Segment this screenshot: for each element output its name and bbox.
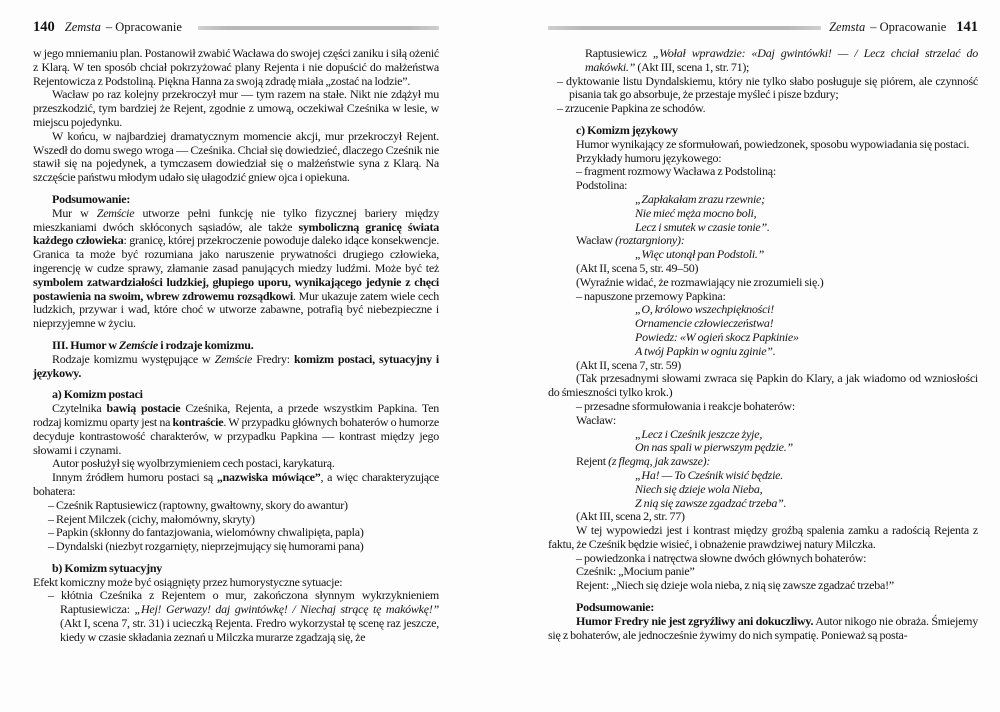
quote-line <box>635 497 978 511</box>
quote-line <box>635 331 978 345</box>
text-line <box>548 552 978 566</box>
page-number: 141 <box>956 19 978 35</box>
text-run: (Wyraźnie widać, że rozmawiający nie zrozumieli się.) <box>576 274 824 289</box>
quote-line <box>635 221 978 235</box>
text-run: w jego mniemaniu plan. Postanowił zwabić Wacława do swojej części zaniku i siłą ożenić z Klarą. W ten sposób chciał pokrzyżować plany Rejenta i nie dopuścić do małżeństwa Rejentowicza z Podstoliną. Piękna Hanna za swoją zdradę miała „zostać na lodzie”. <box>33 46 439 88</box>
text-line <box>548 290 978 304</box>
text-run: symboliczną granicę świata każdego człowieka <box>33 219 439 248</box>
text-run: Rejent: „Niech się dzieje wola nieba, z nią się zawsze zgadzać trzeba!” <box>576 578 894 593</box>
quote-line <box>635 345 978 359</box>
running-title-work: Zemsta <box>829 20 866 34</box>
text-run: Wacław <box>576 233 616 248</box>
text-run: utworze pełni funkcję nie tylko fizycznej bariery między mieszkaniami dwóch skłóconych sąsiadów, ale także <box>33 205 439 234</box>
text-run: a) Komizm postaci <box>52 387 143 402</box>
text-line <box>548 510 978 524</box>
text-run: (Akt I, scena 7, str. 31) i ucieczką Rejenta. Fredro wykorzystał tę scenę raz jeszcze, kiedy w czasie składania zeznań u Milczka murarze zgadzają się, że <box>60 616 439 644</box>
text-run: Autor nikogo nie obraża. Śmiejemy się z bohaterów, ale jednocześnie żywimy do nich sympatię. Ponieważ są posta- <box>548 613 978 642</box>
text-run: Z nią się zawsze zgadzać trzeba”. <box>635 495 787 510</box>
section-heading <box>548 124 978 138</box>
text-run: Cześnik: „Mocium panie” <box>576 564 695 579</box>
page-body-right <box>548 47 978 642</box>
text-run: (Akt II, scena 5, str. 49–50) <box>576 260 699 275</box>
text-run: Podsumowanie: <box>52 191 131 206</box>
text-run: Zemście <box>119 337 158 352</box>
text-run: Niech się dzieje wola Nieba, <box>635 481 763 496</box>
text-run: „O, królowo wszechpiękności! <box>635 302 774 317</box>
text-run: bawią postacie <box>106 401 181 416</box>
text-run: (Akt II, scena 7, str. 59) <box>576 357 681 372</box>
text-line <box>548 234 978 248</box>
text-run: Powiedz: «W ogień skocz Papkinie» <box>635 329 799 344</box>
text-run: (Tak przesadnymi słowami zwraca się Papkin do Klary, a jak wiadomo od wzniosłości do śmieszności tylko krok.) <box>548 371 978 400</box>
text-run: Podsumowanie: <box>576 600 655 615</box>
page-header-right <box>548 20 978 35</box>
text-run: Raptusiewicz <box>585 46 653 60</box>
text-run: (Akt III, scena 2, str. 77) <box>576 509 685 524</box>
text-run: – Papkin (skłonny do fantazjowania, wielomówny chwalipięta, papla) <box>48 525 364 540</box>
text-run: : granicę, której przekroczenie powoduje daleko idące konsekwencje. Granica ta może być rozumiana jako naruszenie prywatności drugiego człowieka, ingerencję w cudze sprawy, złamanie zasad panujących miedzy ludźmi. Może być też <box>33 233 439 275</box>
paragraph <box>33 471 439 499</box>
text-run: Ornamencie człowieczeństwa! <box>635 316 774 331</box>
text-line <box>548 359 978 373</box>
text-line <box>548 165 978 179</box>
text-run: (z flegmą, jak zawsze): <box>608 454 711 469</box>
text-run: – Dyndalski (niezbyt rozgarnięty, nieprzejmujący się humorami pana) <box>48 539 364 554</box>
text-run: III. Humor w <box>52 337 120 352</box>
header-rule <box>548 26 821 30</box>
list-item <box>33 513 439 527</box>
text-run: (roztargniony): <box>615 233 685 248</box>
paragraph <box>548 372 978 400</box>
page-number: 140 <box>33 19 55 35</box>
text-run: symbolem zatwardziałości ludzkiej, głupiego uporu, wynikającego jedynie z chęci postawienia na swoim, wbrew zdrowemu rozsądkowi <box>33 274 439 303</box>
running-title <box>829 20 946 35</box>
text-run: . Mur ukazuje zatem wiele cech ludzkich, przywar i wad, które choć w utworze zabawne, potrafią być niebezpieczne i nieprzyjemne w życiu. <box>33 288 439 331</box>
quote-line <box>635 469 978 483</box>
quote-line <box>635 303 978 317</box>
text-run: c) Komizm językowy <box>576 122 678 137</box>
text-line <box>548 400 978 414</box>
running-title-rest: – Opracowanie <box>105 20 182 34</box>
text-run: Lecz i smutek w czasie tonie”. <box>635 219 770 234</box>
page-right <box>548 20 978 642</box>
paragraph <box>33 353 439 381</box>
quote-line <box>635 193 978 207</box>
text-run: W tej wypowiedzi jest i kontrast między groźbą spalenia zamku a radością Rejenta z faktu, że Cześnik będzie wisieć, i obnażenie prawdziwej natury Milczka. <box>548 523 978 551</box>
text-run: On nas spali w pierwszym pędzie.” <box>635 440 793 455</box>
text-run: Rodzaje komizmu występujące w <box>52 351 215 366</box>
quote-line <box>635 428 978 442</box>
section-heading <box>33 388 439 402</box>
text-run: – kłótnia Cześnika z Rejentem o mur, zakończona słynnym wykrzyknieniem Raptusiewicza: <box>48 588 439 617</box>
paragraph <box>548 524 978 552</box>
paragraph <box>33 402 439 457</box>
text-run: – napuszone przemowy Papkina: <box>576 288 726 303</box>
text-run: Przykłady humoru językowego: <box>576 150 722 165</box>
text-line <box>548 276 978 290</box>
running-title <box>65 20 182 35</box>
text-run: „Wołał wprawdzie: «Daj gwintówki! — / Lecz chciał strzelać do makówki.” <box>585 46 978 74</box>
paragraph <box>33 130 439 185</box>
text-run: b) Komizm sytuacyjny <box>52 560 162 575</box>
section-heading <box>33 562 439 576</box>
text-run: W końcu, w najbardziej dramatycznym momencie akcji, mur przekroczył Rejent. Wszedł do domu swego wroga — Cześnika. Chciał się dowiedzieć, dlaczego Cześnik nie stawił się na pojedynek, a tymczasem dowiedział się o małżeństwie syna z Klarą. Na szczęście państwu młodym udało się ułagodzić gniew ojca i opiekuna. <box>33 128 439 185</box>
text-run: . W przypadku głównych bohaterów o humorze decyduje kontrastowość charakterów, w przypadku Papkina — kontrast między jego słowami i czynami. <box>33 414 439 457</box>
text-run: Rejent <box>576 454 609 469</box>
text-run: , a więc charakteryzujące bohatera: <box>33 470 440 498</box>
section-heading <box>548 601 978 615</box>
text-run: Zemście <box>96 205 135 220</box>
text-run: „nazwiska mówiące” <box>216 470 321 485</box>
text-run: „Lecz i Cześnik jeszcze żyje, <box>635 426 763 441</box>
list-item <box>548 102 978 116</box>
quote-line <box>635 207 978 221</box>
text-run: „Ha! — To Cześnik wisić będzie. <box>635 467 783 482</box>
list-item <box>33 589 439 644</box>
text-run: komizm postaci, sytuacyjny i językowy. <box>33 351 440 380</box>
text-run: – dyktowanie listu Dyndalskiemu, który nie tylko słabo posługuje się piórem, ale czynność pisania tak go absorbuje, że przestaje myśleć i pisze bzdury; <box>557 73 978 102</box>
text-run: Cześnika, Rejenta, a przede wszystkim Papkina. Ten rodzaj komizmu oparty jest na <box>33 401 440 429</box>
text-run: – przesadne sformułowania i reakcje bohaterów: <box>576 398 795 413</box>
text-run: Humor Fredry nie jest zgryźliwy ani dokuczliwy. <box>576 613 814 628</box>
text-run: – zrzucenie Papkina ze schodów. <box>557 101 706 116</box>
text-line <box>548 414 978 428</box>
header-rule <box>198 26 439 30</box>
page-body-left <box>33 47 439 645</box>
paragraph <box>33 576 439 590</box>
quote-line <box>635 317 978 331</box>
list-item <box>33 526 439 540</box>
section-heading <box>33 339 439 353</box>
section-heading <box>33 193 439 207</box>
text-run: Humor wynikający ze sformułowań, powiedzonek, sposobu wypowiadania się postaci. <box>576 136 970 151</box>
list-item <box>33 499 439 513</box>
text-run: – fragment rozmowy Wacława z Podstoliną: <box>576 164 776 179</box>
text-run: „Zapłakałam zrazu rzewnie; <box>635 191 765 206</box>
text-line <box>548 152 978 166</box>
running-title-rest: – Opracowanie <box>870 20 947 34</box>
text-run: Nie mieć męża mocno boli, <box>635 205 757 220</box>
text-line <box>548 262 978 276</box>
text-run: – Cześnik Raptusiewicz (raptowny, gwałtowny, skory do awantur) <box>48 497 348 512</box>
page-left <box>33 20 439 645</box>
text-run: Wacław: <box>576 412 616 427</box>
paragraph <box>548 615 978 643</box>
text-run: kontraście <box>172 414 224 429</box>
text-run: Efekt komiczny może być osiągnięty przez humorystyczne sytuacje: <box>33 574 343 589</box>
text-run: – powiedzonka i natręctwa słowne dwóch głównych bohaterów: <box>576 550 867 565</box>
text-run: (Akt III, scena 1, str. 71); <box>635 59 750 74</box>
paragraph <box>33 457 439 471</box>
text-run: Czytelnika <box>52 401 107 416</box>
text-run: i rodzaje komizmu. <box>157 337 254 352</box>
quote-line <box>635 248 978 262</box>
text-line <box>548 565 978 579</box>
paragraph <box>548 138 978 152</box>
text-run: „Więc utonął pan Podstoli.” <box>635 247 765 262</box>
text-run: Autor posłużył się wyolbrzymieniem cech postaci, karykaturą. <box>52 456 335 471</box>
text-run: Fredry: <box>252 351 294 366</box>
list-item <box>548 75 978 103</box>
page-header-left <box>33 20 439 35</box>
running-title-work: Zemsta <box>64 20 101 34</box>
paragraph <box>33 47 439 88</box>
text-run: Podstolina: <box>576 178 628 193</box>
text-run: – Rejent Milczek (cichy, małomówny, skryty) <box>48 511 255 526</box>
text-run: A twój Papkin w ogniu zginie”. <box>635 343 776 358</box>
paragraph <box>33 88 439 129</box>
paragraph <box>33 207 439 331</box>
quote-line <box>635 441 978 455</box>
list-item-continuation <box>548 47 978 75</box>
text-run: Zemście <box>214 351 253 366</box>
text-run: Mur w <box>52 205 97 220</box>
text-run: „Hej! Gerwazy! daj gwintówkę! / Niechaj strącę tę makówkę!” <box>134 602 439 617</box>
text-run: Innym źródłem humoru postaci są <box>52 470 217 485</box>
text-line <box>548 579 978 593</box>
text-line <box>548 179 978 193</box>
quote-line <box>635 483 978 497</box>
text-line <box>548 455 978 469</box>
text-run: Wacław po raz kolejny przekroczył mur — tym razem na stałe. Nikt nie zdążył mu przeszkodzić, tym bardziej że Rejent, zgodnie z umową, oczekiwał Cześnika w lesie, w miejscu pojedynku. <box>33 87 439 129</box>
list-item <box>33 540 439 554</box>
